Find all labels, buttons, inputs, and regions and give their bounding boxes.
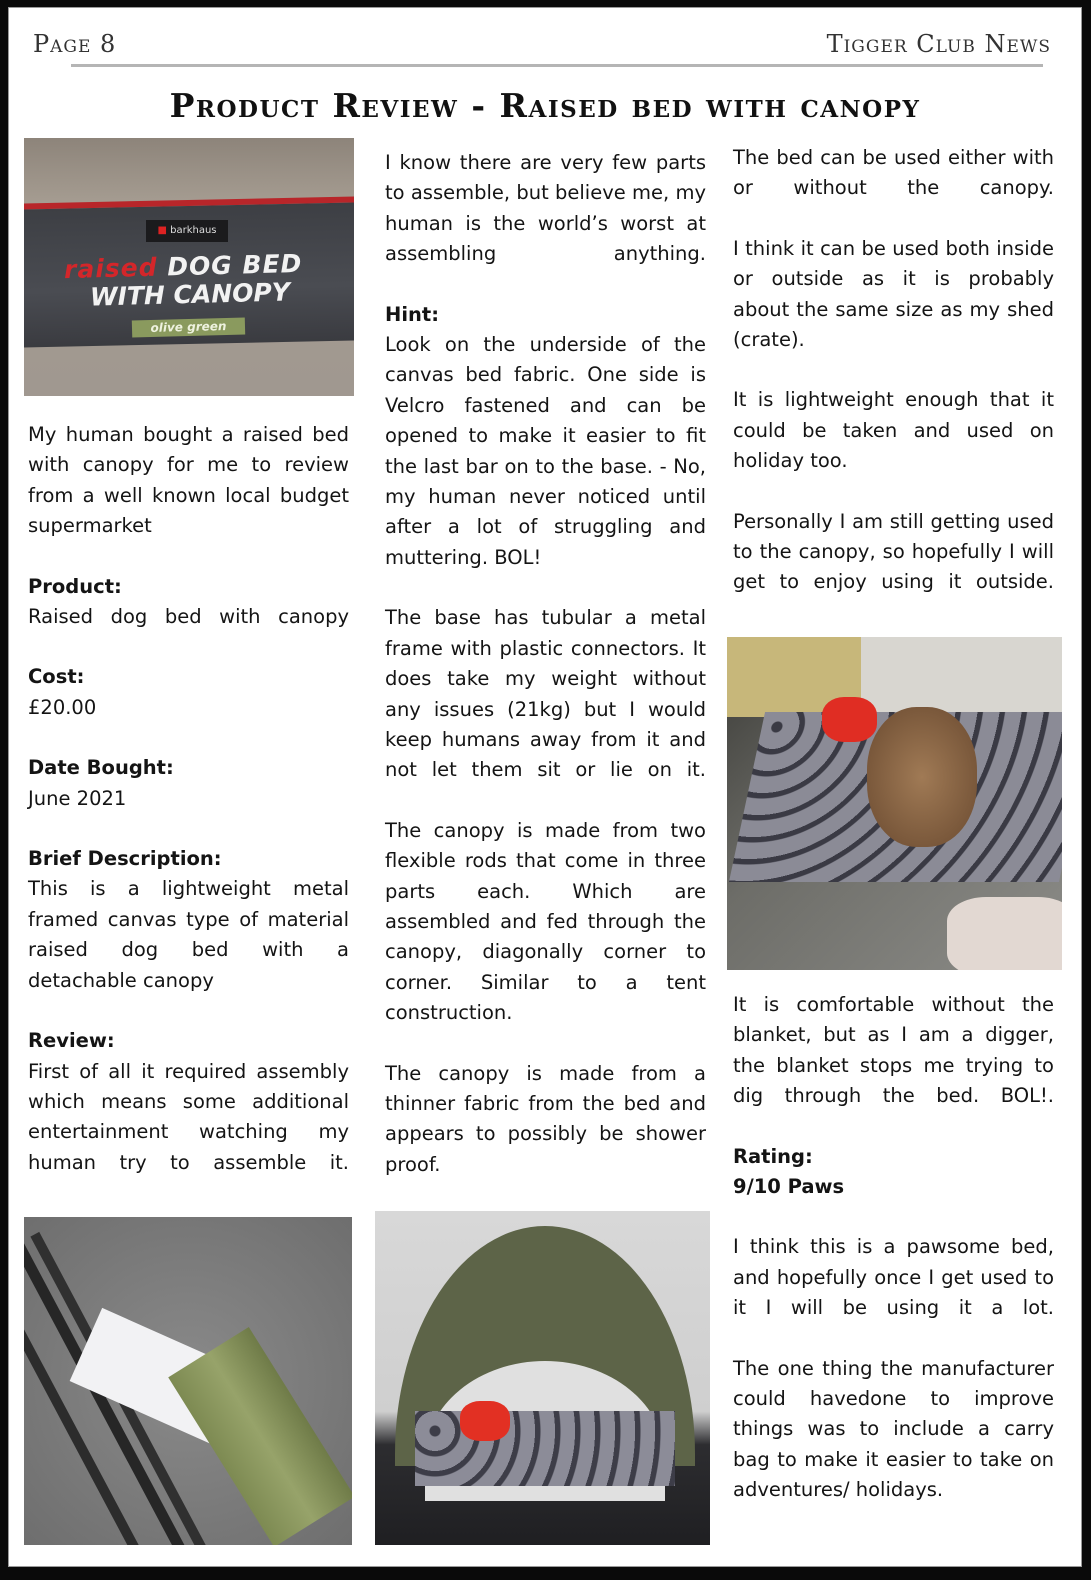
- box-text-dog-bed: DOG BED: [166, 248, 303, 282]
- comfort-text: It is comfortable without the blanket, but as I am a digger, the blanket stops me trying to dig through the bed. BOL!.: [733, 993, 1054, 1108]
- holiday-text: It is lightweight enough that it could be taken and used on holiday too.: [733, 388, 1054, 473]
- date-bought-value: June 2021: [28, 786, 127, 810]
- verdict-text: I think this is a pawsome bed, and hopefully once I get used to it I will be using it a lot.: [733, 1235, 1054, 1320]
- dog: [867, 707, 977, 847]
- still-adjusting-text: Personally I am still getting used to the canopy, so hopefully I will get to enjoy using it outside.: [733, 509, 1054, 594]
- canopy-fabric-text: The canopy is made from a thinner fabric from the bed and appears to possibly be shower proof.: [385, 1061, 706, 1176]
- hint-value: Look on the underside of the canvas bed fabric. One side is Velcro fastened and can be opened to make it easier to fit the last bar on to the base. - No, my human never noticed until after a lot of struggling and muttering. BOL!: [385, 333, 706, 569]
- inside-outside-text: I think it can be used both inside or outside as it is probably about the same size as my shed (crate).: [733, 236, 1054, 352]
- column-3-continued: [733, 990, 1054, 1506]
- header-divider: [71, 64, 1043, 67]
- page-number: Page 8: [33, 30, 117, 58]
- paw-logo-icon: ■: [157, 225, 167, 236]
- publication-name: Tigger Club News: [826, 30, 1051, 58]
- column-2: [385, 148, 706, 1180]
- dog-on-bed-photo: [727, 637, 1062, 970]
- color-tag: olive green: [132, 318, 245, 338]
- description-label: Brief Description:: [28, 847, 222, 871]
- box-text-raised: raised: [63, 252, 158, 285]
- rating-label: Rating:: [733, 1144, 813, 1168]
- column-1: [28, 420, 349, 1178]
- review-value: First of all it required assembly which means some additional entertainment watching my human try to assemble it.: [28, 1059, 349, 1174]
- cost-label: Cost:: [28, 665, 85, 689]
- red-toy: [822, 697, 877, 742]
- paw-blanket: [415, 1411, 675, 1486]
- box-text-with-canopy: WITH CANOPY: [89, 277, 291, 312]
- canopy-rods-text: The canopy is made from two flexible rods that come in three parts each. Which are assembled and fed through the canopy, diagonally corner to corner. Similar to a tent construction.: [385, 818, 706, 1025]
- hint-label: Hint:: [385, 302, 440, 326]
- rating-value: 9/10 Paws: [733, 1175, 845, 1199]
- product-value: Raised dog bed with canopy: [28, 605, 349, 629]
- brand-name: barkhaus: [170, 225, 217, 236]
- article-title: Product Review - Raised bed with canopy: [169, 86, 921, 125]
- canopy-optional-text: The bed can be used either with or without the canopy.: [733, 146, 1054, 200]
- product-label: Product:: [28, 574, 122, 598]
- base-text: The base has tubular a metal frame with plastic connectors. It does take my weight without any issues (21kg) but I would keep humans away from it and not let them sit or lie on it.: [385, 606, 706, 782]
- product-box-photo: [24, 138, 354, 396]
- newsletter-page: [8, 7, 1082, 1567]
- intro-text: My human bought a raised bed with canopy for me to review from a well known local budget supermarket: [28, 423, 349, 538]
- column-3: [733, 143, 1054, 598]
- improvement-text: The one thing the manufacturer could havedone to improve things was to include a carry bag to make it easier to take on adventures/ holidays.: [733, 1356, 1054, 1502]
- date-bought-label: Date Bought:: [28, 756, 174, 780]
- review-label: Review:: [28, 1029, 115, 1053]
- red-toy: [460, 1401, 510, 1441]
- parts-photo: [24, 1217, 352, 1545]
- description-value: This is a lightweight metal framed canvas type of material raised dog bed with a detachable canopy: [28, 877, 349, 992]
- canopy-tent-photo: [375, 1211, 710, 1545]
- cost-value: £20.00: [28, 695, 97, 719]
- assembly-text: I know there are very few parts to assemble, but believe me, my human is the world’s worst at assembling anything.: [385, 151, 706, 266]
